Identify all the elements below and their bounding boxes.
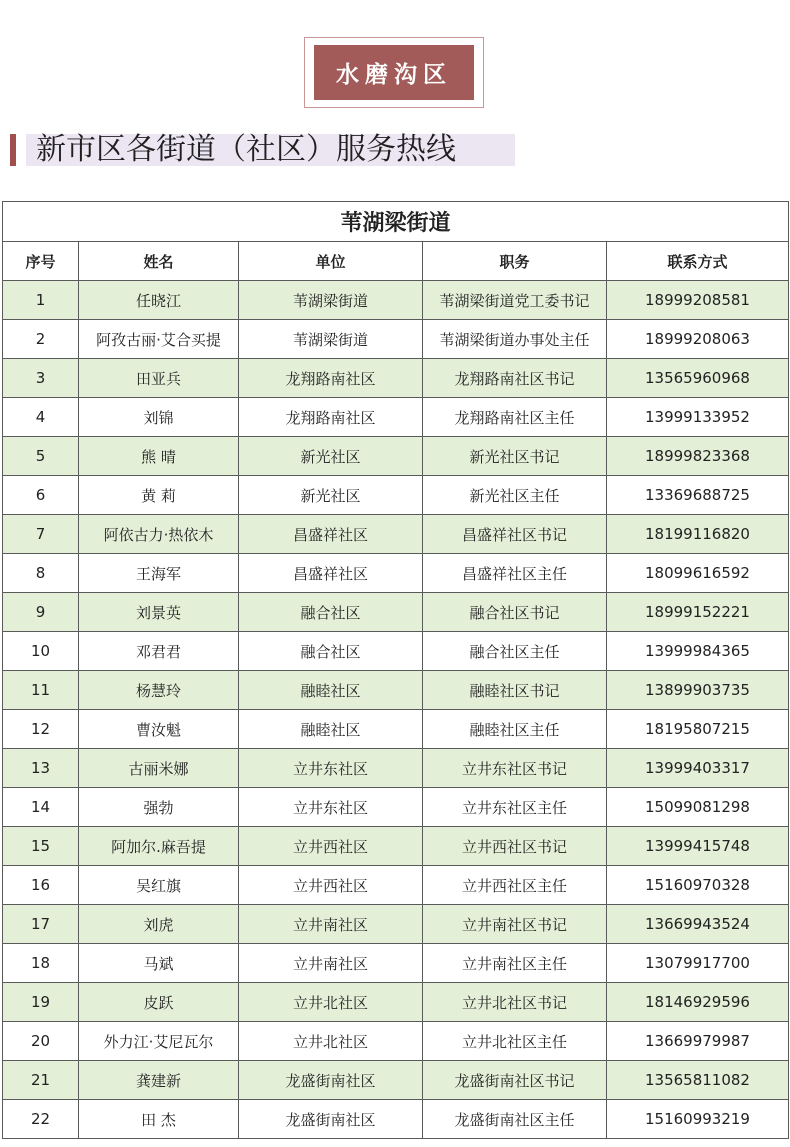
cell-index: 19 bbox=[3, 983, 79, 1022]
cell-name: 刘景英 bbox=[79, 593, 239, 632]
table-row bbox=[3, 1100, 789, 1139]
cell-position: 龙翔路南社区主任 bbox=[423, 398, 607, 437]
header-unit: 单位 bbox=[239, 242, 423, 281]
cell-position: 龙盛街南社区书记 bbox=[423, 1061, 607, 1100]
cell-unit: 立井西社区 bbox=[239, 866, 423, 905]
cell-contact: 18999208581 bbox=[607, 281, 789, 320]
cell-contact: 18999823368 bbox=[607, 437, 789, 476]
cell-unit: 立井西社区 bbox=[239, 827, 423, 866]
cell-index: 17 bbox=[3, 905, 79, 944]
cell-unit: 立井南社区 bbox=[239, 905, 423, 944]
cell-name: 刘锦 bbox=[79, 398, 239, 437]
cell-name: 强勃 bbox=[79, 788, 239, 827]
section-title-marker bbox=[10, 134, 16, 166]
cell-index: 6 bbox=[3, 476, 79, 515]
cell-index: 2 bbox=[3, 320, 79, 359]
table-row bbox=[3, 749, 789, 788]
cell-contact: 18999152221 bbox=[607, 593, 789, 632]
cell-index: 16 bbox=[3, 866, 79, 905]
cell-name: 田 杰 bbox=[79, 1100, 239, 1139]
cell-position: 立井北社区书记 bbox=[423, 983, 607, 1022]
cell-contact: 13669979987 bbox=[607, 1022, 789, 1061]
table-row bbox=[3, 593, 789, 632]
table-row bbox=[3, 515, 789, 554]
cell-index: 12 bbox=[3, 710, 79, 749]
cell-contact: 13999415748 bbox=[607, 827, 789, 866]
cell-position: 立井西社区书记 bbox=[423, 827, 607, 866]
header-name: 姓名 bbox=[79, 242, 239, 281]
cell-contact: 13565811082 bbox=[607, 1061, 789, 1100]
cell-position: 融睦社区书记 bbox=[423, 671, 607, 710]
cell-unit: 新光社区 bbox=[239, 437, 423, 476]
cell-position: 龙盛街南社区主任 bbox=[423, 1100, 607, 1139]
cell-name: 刘虎 bbox=[79, 905, 239, 944]
cell-index: 1 bbox=[3, 281, 79, 320]
cell-name: 任晓江 bbox=[79, 281, 239, 320]
table-row bbox=[3, 866, 789, 905]
cell-index: 10 bbox=[3, 632, 79, 671]
cell-contact: 13999133952 bbox=[607, 398, 789, 437]
cell-position: 立井东社区主任 bbox=[423, 788, 607, 827]
cell-position: 融合社区主任 bbox=[423, 632, 607, 671]
table-row bbox=[3, 983, 789, 1022]
cell-unit: 苇湖梁街道 bbox=[239, 320, 423, 359]
cell-contact: 13999403317 bbox=[607, 749, 789, 788]
table-row bbox=[3, 476, 789, 515]
cell-index: 20 bbox=[3, 1022, 79, 1061]
cell-contact: 13079917700 bbox=[607, 944, 789, 983]
cell-index: 7 bbox=[3, 515, 79, 554]
hotline-table bbox=[2, 201, 789, 1139]
table-row bbox=[3, 671, 789, 710]
cell-name: 曹汝魁 bbox=[79, 710, 239, 749]
cell-index: 8 bbox=[3, 554, 79, 593]
cell-unit: 立井东社区 bbox=[239, 749, 423, 788]
cell-unit: 龙翔路南社区 bbox=[239, 398, 423, 437]
cell-unit: 昌盛祥社区 bbox=[239, 515, 423, 554]
cell-index: 18 bbox=[3, 944, 79, 983]
cell-unit: 融睦社区 bbox=[239, 710, 423, 749]
table-row bbox=[3, 905, 789, 944]
cell-unit: 融睦社区 bbox=[239, 671, 423, 710]
cell-name: 阿孜古丽·艾合买提 bbox=[79, 320, 239, 359]
cell-name: 阿依古力·热依木 bbox=[79, 515, 239, 554]
table-row bbox=[3, 437, 789, 476]
cell-position: 昌盛祥社区书记 bbox=[423, 515, 607, 554]
cell-name: 邓君君 bbox=[79, 632, 239, 671]
cell-index: 22 bbox=[3, 1100, 79, 1139]
cell-position: 新光社区主任 bbox=[423, 476, 607, 515]
table-row bbox=[3, 1061, 789, 1100]
table-row bbox=[3, 554, 789, 593]
cell-name: 马斌 bbox=[79, 944, 239, 983]
cell-name: 龚建新 bbox=[79, 1061, 239, 1100]
table-body bbox=[3, 281, 789, 1139]
cell-position: 立井南社区书记 bbox=[423, 905, 607, 944]
table-row bbox=[3, 398, 789, 437]
cell-unit: 立井北社区 bbox=[239, 1022, 423, 1061]
cell-unit: 立井北社区 bbox=[239, 983, 423, 1022]
cell-contact: 18099616592 bbox=[607, 554, 789, 593]
cell-contact: 13899903735 bbox=[607, 671, 789, 710]
table-row bbox=[3, 827, 789, 866]
table-row bbox=[3, 710, 789, 749]
cell-unit: 昌盛祥社区 bbox=[239, 554, 423, 593]
table-row bbox=[3, 944, 789, 983]
cell-contact: 13369688725 bbox=[607, 476, 789, 515]
cell-name: 外力江·艾尼瓦尔 bbox=[79, 1022, 239, 1061]
cell-index: 5 bbox=[3, 437, 79, 476]
cell-unit: 融合社区 bbox=[239, 632, 423, 671]
cell-contact: 18199116820 bbox=[607, 515, 789, 554]
cell-contact: 13999984365 bbox=[607, 632, 789, 671]
cell-name: 阿加尔.麻吾提 bbox=[79, 827, 239, 866]
cell-index: 9 bbox=[3, 593, 79, 632]
table-row bbox=[3, 281, 789, 320]
cell-position: 融睦社区主任 bbox=[423, 710, 607, 749]
cell-position: 立井东社区书记 bbox=[423, 749, 607, 788]
cell-contact: 18146929596 bbox=[607, 983, 789, 1022]
cell-unit: 苇湖梁街道 bbox=[239, 281, 423, 320]
cell-name: 田亚兵 bbox=[79, 359, 239, 398]
cell-index: 11 bbox=[3, 671, 79, 710]
cell-contact: 13565960968 bbox=[607, 359, 789, 398]
cell-position: 苇湖梁街道党工委书记 bbox=[423, 281, 607, 320]
cell-index: 13 bbox=[3, 749, 79, 788]
cell-contact: 13669943524 bbox=[607, 905, 789, 944]
cell-index: 21 bbox=[3, 1061, 79, 1100]
district-badge bbox=[304, 37, 484, 108]
cell-contact: 15160970328 bbox=[607, 866, 789, 905]
cell-index: 15 bbox=[3, 827, 79, 866]
cell-name: 皮跃 bbox=[79, 983, 239, 1022]
table-row bbox=[3, 632, 789, 671]
cell-unit: 龙盛街南社区 bbox=[239, 1100, 423, 1139]
cell-position: 昌盛祥社区主任 bbox=[423, 554, 607, 593]
cell-unit: 龙盛街南社区 bbox=[239, 1061, 423, 1100]
cell-name: 熊 晴 bbox=[79, 437, 239, 476]
cell-contact: 15160993219 bbox=[607, 1100, 789, 1139]
cell-name: 杨慧玲 bbox=[79, 671, 239, 710]
table-row bbox=[3, 788, 789, 827]
cell-position: 苇湖梁街道办事处主任 bbox=[423, 320, 607, 359]
cell-unit: 新光社区 bbox=[239, 476, 423, 515]
cell-index: 3 bbox=[3, 359, 79, 398]
cell-unit: 立井东社区 bbox=[239, 788, 423, 827]
table-row bbox=[3, 1022, 789, 1061]
section-title: 新市区各街道（社区）服务热线 bbox=[36, 132, 456, 167]
cell-position: 融合社区书记 bbox=[423, 593, 607, 632]
cell-contact: 15099081298 bbox=[607, 788, 789, 827]
cell-position: 立井西社区主任 bbox=[423, 866, 607, 905]
cell-contact: 18195807215 bbox=[607, 710, 789, 749]
cell-position: 立井南社区主任 bbox=[423, 944, 607, 983]
table-header-row bbox=[3, 242, 789, 281]
cell-index: 4 bbox=[3, 398, 79, 437]
cell-unit: 融合社区 bbox=[239, 593, 423, 632]
header-contact: 联系方式 bbox=[607, 242, 789, 281]
table-row bbox=[3, 359, 789, 398]
table-row bbox=[3, 320, 789, 359]
cell-position: 立井北社区主任 bbox=[423, 1022, 607, 1061]
cell-index: 14 bbox=[3, 788, 79, 827]
cell-name: 王海军 bbox=[79, 554, 239, 593]
cell-name: 黄 莉 bbox=[79, 476, 239, 515]
cell-unit: 龙翔路南社区 bbox=[239, 359, 423, 398]
cell-position: 龙翔路南社区书记 bbox=[423, 359, 607, 398]
table-caption: 苇湖梁街道 bbox=[3, 202, 789, 242]
header-index: 序号 bbox=[3, 242, 79, 281]
cell-name: 古丽米娜 bbox=[79, 749, 239, 788]
cell-contact: 18999208063 bbox=[607, 320, 789, 359]
cell-unit: 立井南社区 bbox=[239, 944, 423, 983]
cell-position: 新光社区书记 bbox=[423, 437, 607, 476]
district-badge-label: 水磨沟区 bbox=[314, 45, 474, 100]
cell-name: 吴红旗 bbox=[79, 866, 239, 905]
header-position: 职务 bbox=[423, 242, 607, 281]
